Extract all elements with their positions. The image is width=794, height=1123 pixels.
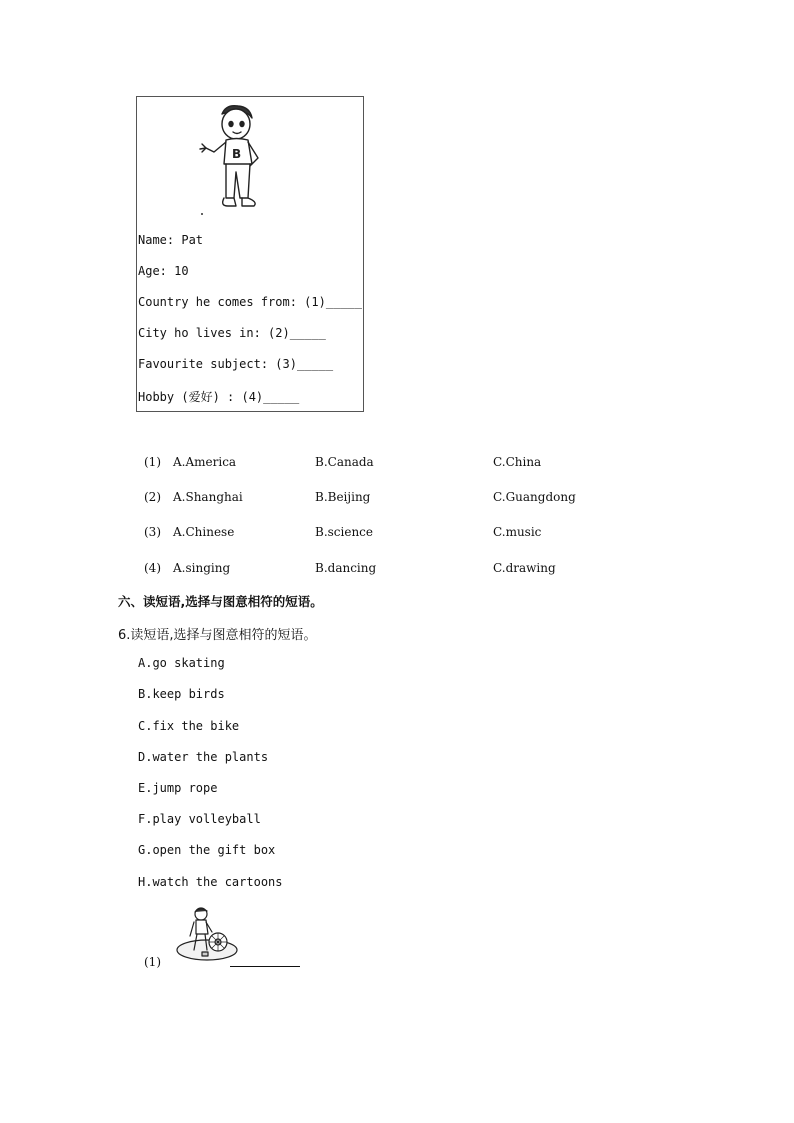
sub-question-label: (1) xyxy=(144,955,161,969)
option-2-a: A.Shanghai xyxy=(173,490,243,504)
boy-illustration xyxy=(196,102,270,220)
option-1-b: B.Canada xyxy=(315,455,374,469)
question-title: 6.读短语,选择与图意相符的短语。 xyxy=(118,628,317,643)
option-3-c: C.music xyxy=(493,525,542,539)
option-3-a: A.Chinese xyxy=(173,525,235,539)
option-num-1: (1) xyxy=(144,455,161,469)
phrase-e: E.jump rope xyxy=(138,781,218,795)
option-4-a: A.singing xyxy=(173,561,231,575)
card-country: Country he comes from: (1)_____ xyxy=(138,295,362,309)
phrase-b: B.keep birds xyxy=(138,687,225,701)
phrase-d: D.water the plants xyxy=(138,750,269,764)
option-4-c: C.drawing xyxy=(493,561,556,575)
card-age: Age: 10 xyxy=(138,264,189,278)
phrase-c: C.fix the bike xyxy=(138,719,240,733)
option-num-3: (3) xyxy=(144,525,161,539)
option-1-a: A.America xyxy=(173,455,237,469)
phrase-g: G.open the gift box xyxy=(138,843,276,857)
card-hobby: Hobby (爱好) : (4)_____ xyxy=(138,390,300,404)
boy-fixing-bike-illustration xyxy=(174,906,240,966)
option-1-c: C.China xyxy=(493,455,542,469)
phrase-a: A.go skating xyxy=(138,656,225,670)
section-title: 六、读短语,选择与图意相符的短语。 xyxy=(118,594,323,609)
option-2-c: C.Guangdong xyxy=(493,490,576,504)
card-subject: Favourite subject: (3)_____ xyxy=(138,357,334,371)
svg-text:B: B xyxy=(232,147,242,161)
option-num-4: (4) xyxy=(144,561,161,575)
option-4-b: B.dancing xyxy=(315,561,377,575)
option-num-2: (2) xyxy=(144,490,161,504)
phrase-h: H.watch the cartoons xyxy=(138,875,283,889)
answer-blank[interactable] xyxy=(230,966,300,967)
card-name: Name: Pat xyxy=(138,233,204,247)
option-2-b: B.Beijing xyxy=(315,490,371,504)
card-city: City ho lives in: (2)_____ xyxy=(138,326,326,340)
phrase-f: F.play volleyball xyxy=(138,812,261,826)
option-3-b: B.science xyxy=(315,525,374,539)
